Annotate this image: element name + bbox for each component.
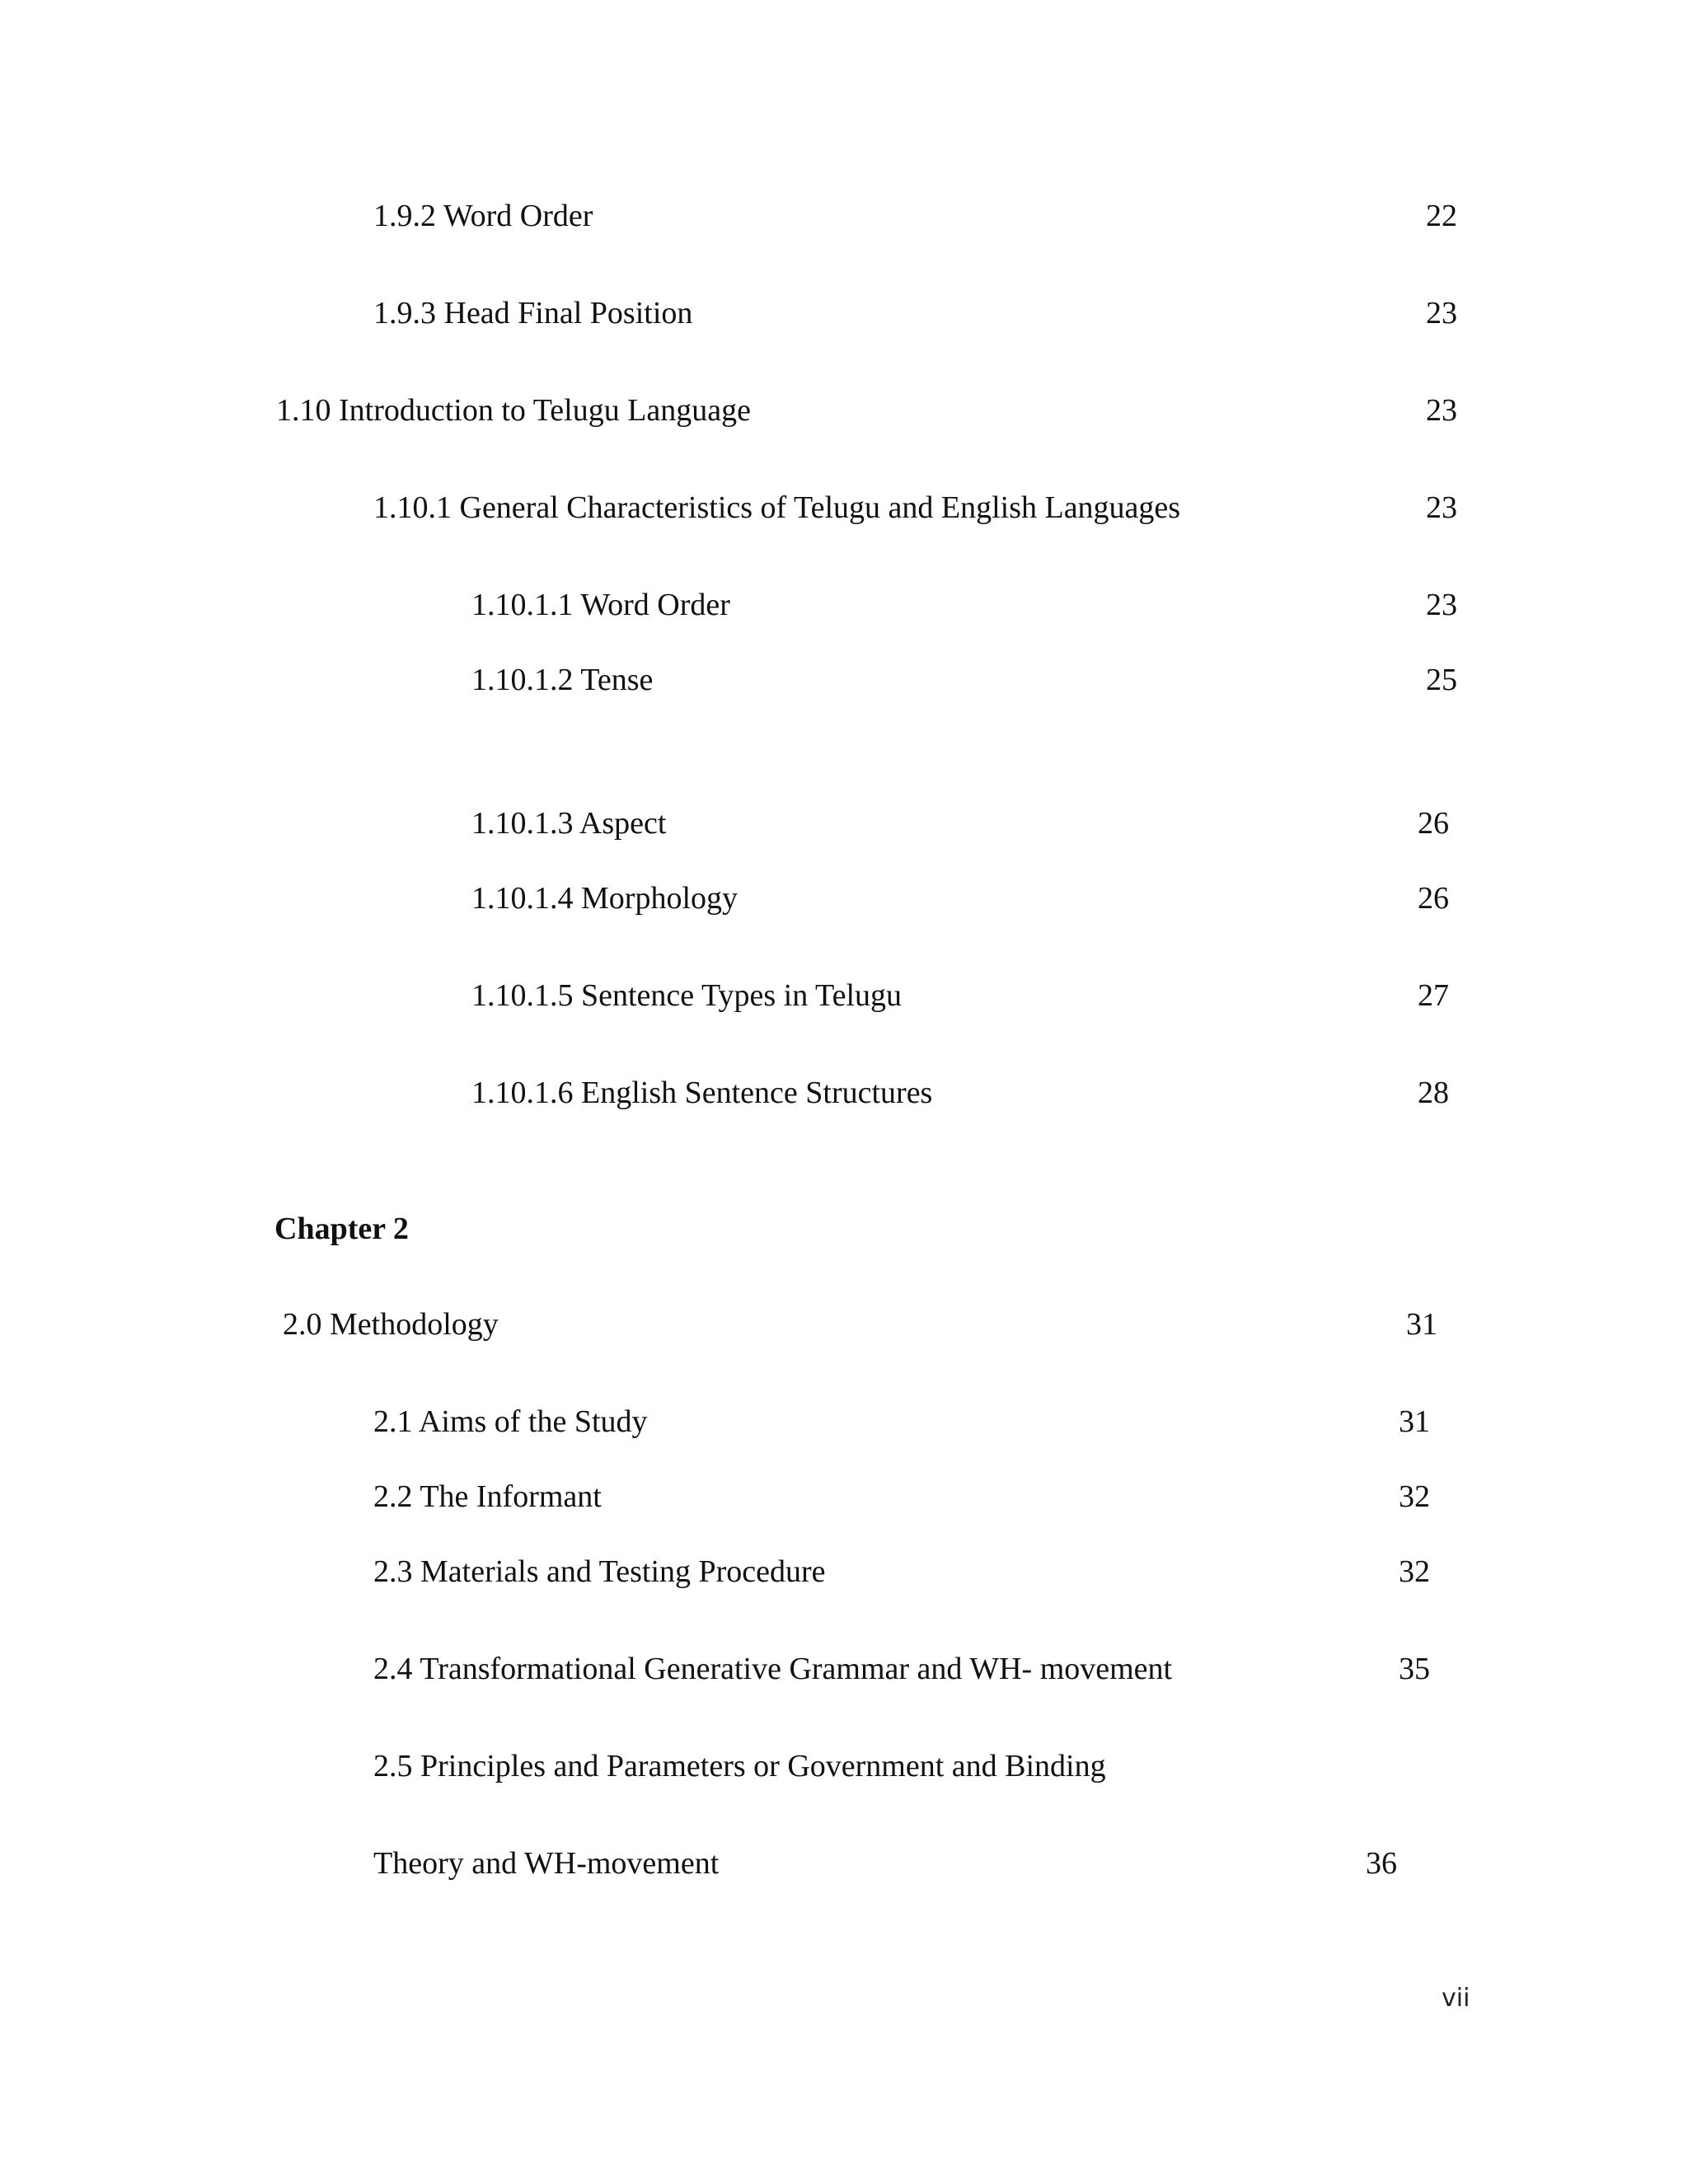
toc-entry-2-2: 2.2 The Informant	[373, 1479, 602, 1514]
toc-entry-1-10-1-3: 1.10.1.3 Aspect	[471, 806, 667, 841]
toc-page-ref: 28	[1418, 1076, 1449, 1110]
toc-page-ref: 23	[1426, 393, 1457, 428]
toc-page-ref: 36	[1366, 1846, 1397, 1881]
chapter-heading: Chapter 2	[274, 1212, 409, 1246]
toc-entry-1-9-3: 1.9.3 Head Final Position	[373, 296, 693, 330]
toc-page-ref: 32	[1399, 1554, 1430, 1589]
toc-page-ref: 23	[1426, 296, 1457, 330]
toc-entry-1-10-1-2: 1.10.1.2 Tense	[471, 663, 654, 697]
toc-entry-1-10-1: 1.10.1 General Characteristics of Telugu and English Languages	[373, 490, 1181, 525]
toc-page-ref: 27	[1418, 978, 1449, 1013]
toc-entry-2-5: 2.5 Principles and Parameters or Government and Binding	[373, 1749, 1106, 1783]
toc-entry-1-10-1-1: 1.10.1.1 Word Order	[471, 588, 730, 622]
toc-entry-2-4: 2.4 Transformational Generative Grammar and WH- movement	[373, 1652, 1173, 1686]
toc-page-ref: 31	[1406, 1307, 1437, 1342]
toc-entry-2-0: 2.0 Methodology	[283, 1307, 499, 1342]
toc-entry-1-10-1-6: 1.10.1.6 English Sentence Structures	[471, 1076, 933, 1110]
toc-page-ref: 26	[1418, 806, 1449, 841]
toc-page-ref: 35	[1399, 1652, 1430, 1686]
toc-page-ref: 26	[1418, 881, 1449, 916]
toc-page-ref: 22	[1426, 199, 1457, 233]
toc-entry-2-5-continued: Theory and WH-movement	[373, 1846, 720, 1881]
toc-page-ref: 23	[1426, 588, 1457, 622]
toc-entry-1-10-1-5: 1.10.1.5 Sentence Types in Telugu	[471, 978, 903, 1013]
toc-entry-2-1: 2.1 Aims of the Study	[373, 1404, 648, 1439]
toc-entry-2-3: 2.3 Materials and Testing Procedure	[373, 1554, 826, 1589]
toc-page-ref: 32	[1399, 1479, 1430, 1514]
toc-page-ref: 23	[1426, 490, 1457, 525]
toc-entry-1-9-2: 1.9.2 Word Order	[373, 199, 593, 233]
toc-entry-1-10-1-4: 1.10.1.4 Morphology	[471, 881, 738, 916]
page-number: vii	[1442, 1984, 1470, 2013]
toc-page-ref: 25	[1426, 663, 1457, 697]
toc-entry-1-10: 1.10 Introduction to Telugu Language	[276, 393, 752, 428]
toc-page-ref: 31	[1399, 1404, 1430, 1439]
